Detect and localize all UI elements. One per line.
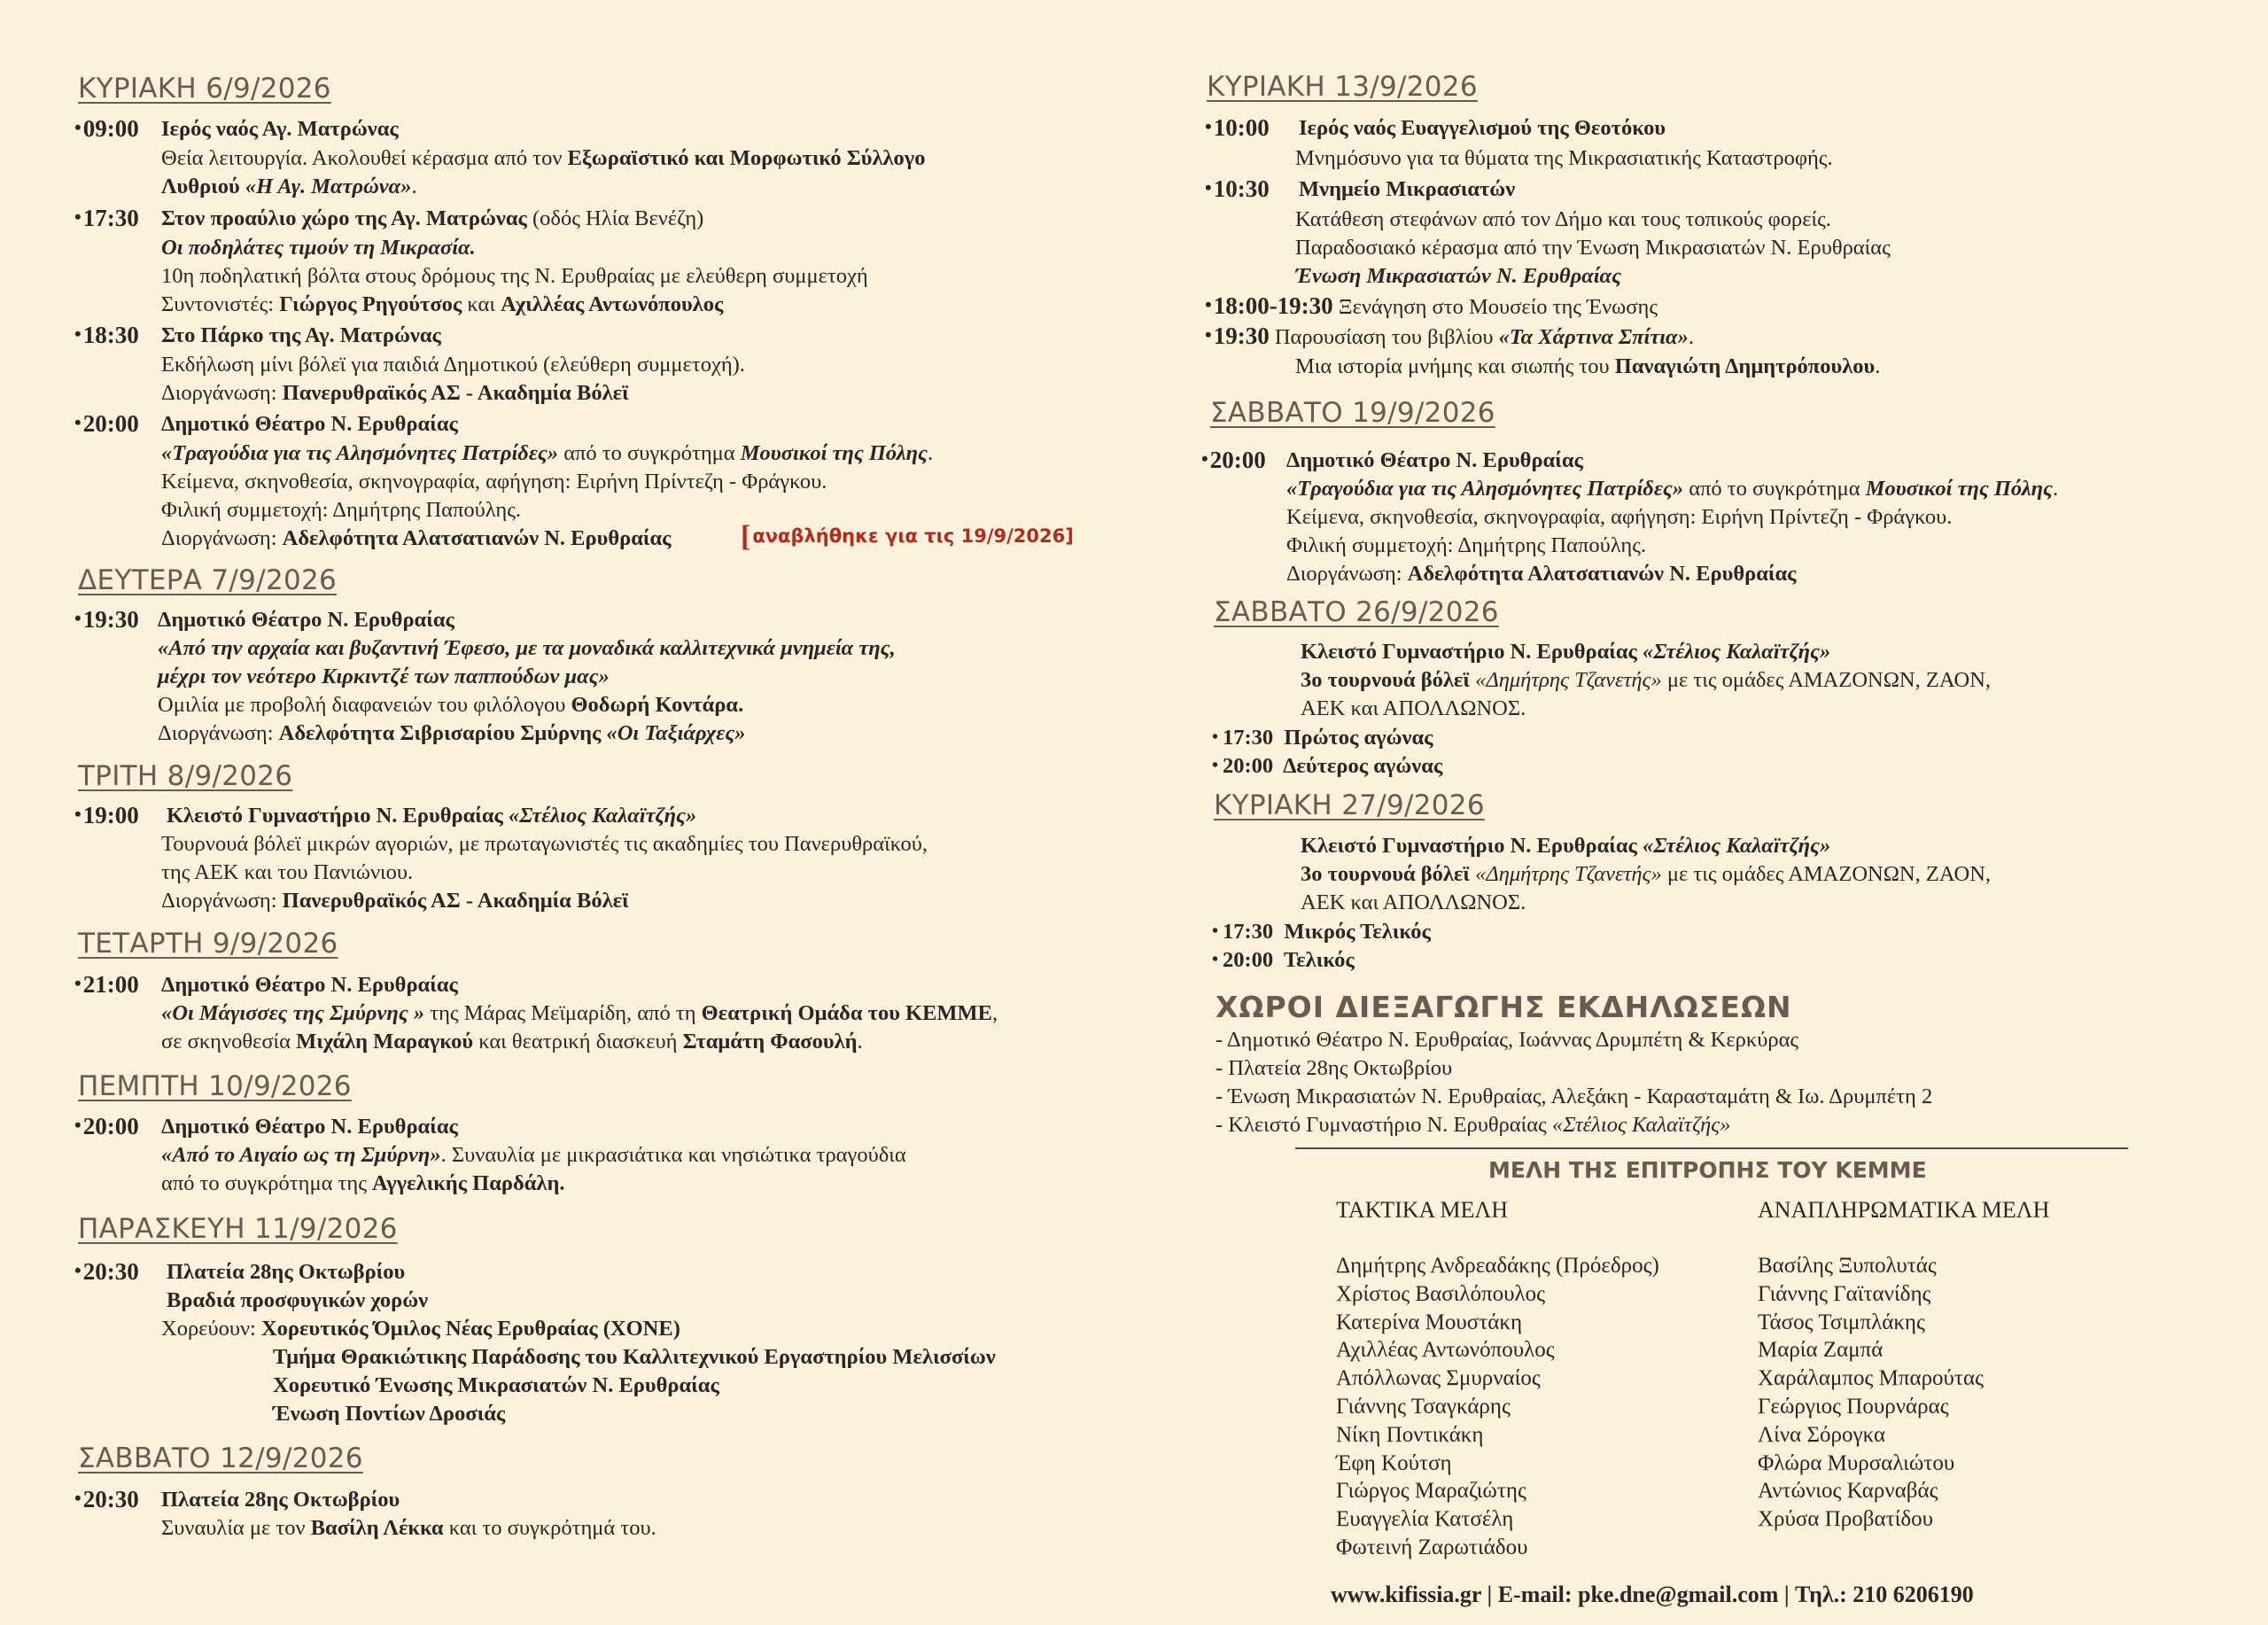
- event-text: Διοργάνωση: Αδελφότητα Αλατσατιανών Ν. Ερυθραίας: [1286, 562, 1797, 586]
- member-name: Έφη Κούτση: [1336, 1450, 1452, 1475]
- member-name: Κατερίνα Μουστάκη: [1336, 1310, 1523, 1334]
- event-text: Φιλική συμμετοχή: Δημήτρης Παπούλης.: [161, 498, 522, 522]
- event-venue: Πλατεία 28ης Οκτωβρίου: [167, 1260, 406, 1284]
- committee-title: ΜΕΛΗ ΤΗΣ ΕΠΙΤΡΟΠΗΣ ΤΟΥ ΚΕΜΜΕ: [1488, 1157, 1927, 1183]
- event-time: •18:00-19:30 Ξενάγηση στο Μουσείο της Ένωσης: [1205, 292, 1658, 319]
- event-time: •19:30 Παρουσίαση του βιβλίου «Τα Χάρτινα Σπίτια».: [1205, 323, 1694, 349]
- event-text: Βραδιά προσφυγικών χορών: [167, 1288, 429, 1312]
- event-text: Ένωση Μικρασιατών Ν. Ερυθραίας: [1295, 264, 1622, 288]
- event-text: Διοργάνωση: Πανερυθραϊκός ΑΣ - Ακαδημία Βόλεϊ: [161, 889, 629, 913]
- event-text: σε σκηνοθεσία Μιχάλη Μαραγκού και θεατρική διασκευή Σταμάτη Φασουλή.: [161, 1030, 863, 1054]
- match-time: • 17:30 Μικρός Τελικός: [1212, 920, 1431, 944]
- event-time: •10:30: [1205, 175, 1270, 202]
- member-name: Βασίλης Ξυπολυτάς: [1758, 1254, 1937, 1278]
- event-text: Διοργάνωση: Πανερυθραϊκός ΑΣ - Ακαδημία Βόλεϊ: [161, 381, 629, 405]
- member-name: Αντώνιος Καρναβάς: [1758, 1479, 1938, 1504]
- event-time: •20:00: [74, 410, 139, 437]
- match-time: • 17:30 Πρώτος αγώνας: [1212, 726, 1433, 750]
- event-text: ΑΕΚ και ΑΠΟΛΛΩΝΟΣ.: [1301, 696, 1526, 720]
- venue-item: - Δημοτικό Θέατρο Ν. Ερυθραίας, Ιωάννας Δρυμπέτη & Κερκύρας: [1216, 1028, 1799, 1052]
- event-text: Χορεύουν: Χορευτικός Όμιλος Νέας Ερυθραίας (ΧΟΝΕ): [161, 1317, 680, 1341]
- footer-contact: www.kifissia.gr | E-mail: pke.dne@gmail.com | Τηλ.: 210 6206190: [1331, 1582, 1974, 1607]
- member-name: Γιώργος Μαραζιώτης: [1336, 1479, 1526, 1504]
- venue-item: - Κλειστό Γυμναστήριο Ν. Ερυθραίας «Στέλιος Καλαϊτζής»: [1216, 1113, 1731, 1137]
- venue-item: - Πλατεία 28ης Οκτωβρίου: [1216, 1056, 1453, 1080]
- member-name: Απόλλωνας Σμυρναίος: [1336, 1366, 1541, 1391]
- event-venue: Κλειστό Γυμναστήριο Ν. Ερυθραίας «Στέλιος Καλαϊτζής»: [1301, 640, 1831, 664]
- day-header: ΠΕΜΠΤΗ 10/9/2026: [78, 1070, 352, 1102]
- event-venue: Ιερός ναός Ευαγγελισμού της Θεοτόκου: [1299, 116, 1666, 140]
- event-text: Ομιλία με προβολή διαφανειών του φιλόλογου Θοδωρή Κοντάρα.: [158, 693, 744, 717]
- event-text: «Οι Μάγισσες της Σμύρνης » της Μάρας Μεϊμαρίδη, από τη Θεατρική Ομάδα του ΚΕΜΜΕ,: [161, 1001, 998, 1025]
- event-text: Διοργάνωση: Αδελφότητα Σιβρισαρίου Σμύρνης «Οι Ταξιάρχες»: [158, 721, 746, 745]
- event-venue: Ιερός ναός Αγ. Ματρώνας: [161, 117, 399, 141]
- event-text: Οι ποδηλάτες τιμούν τη Μικρασία.: [161, 236, 476, 260]
- day-header: ΚΥΡΙΑΚΗ 6/9/2026: [78, 73, 331, 105]
- event-text: «Από το Αιγαίο ως τη Σμύρνη». Συναυλία με μικρασιάτικα και νησιώτικα τραγούδια: [161, 1143, 906, 1167]
- event-time: •20:30: [74, 1486, 139, 1512]
- member-name: Φλώρα Μυρσαλιώτου: [1758, 1450, 1955, 1475]
- day-header: ΣΑΒΒΑΤΟ 26/9/2026: [1214, 596, 1499, 628]
- event-text: Εκδήλωση μίνι βόλεϊ για παιδιά Δημοτικού (ελεύθερη συμμετοχή).: [161, 353, 745, 377]
- member-name: Τάσος Τσιμπλάκης: [1758, 1310, 1925, 1334]
- member-name: Λίνα Σόρογκα: [1758, 1422, 1886, 1447]
- event-venue: Δημοτικό Θέατρο Ν. Ερυθραίας: [161, 973, 458, 997]
- member-name: Μαρία Ζαμπά: [1758, 1338, 1884, 1363]
- event-text: 10η ποδηλατική βόλτα στους δρόμους της Ν. Ερυθραίας με ελεύθερη συμμετοχή: [161, 264, 868, 288]
- postponed-note: [αναβλήθηκε για τις 19/9/2026]: [741, 520, 1074, 553]
- day-header: ΔΕΥΤΕΡΑ 7/9/2026: [78, 564, 338, 596]
- event-text: Συντονιστές: Γιώργος Ρηγούτσος και Αχιλλέας Αντωνόπουλος: [161, 292, 724, 316]
- event-venue: Δημοτικό Θέατρο Ν. Ερυθραίας: [158, 608, 454, 632]
- event-venue: Δημοτικό Θέατρο Ν. Ερυθραίας: [161, 1115, 458, 1139]
- event-text: Χορευτικό Ένωσης Μικρασιατών Ν. Ερυθραίας: [273, 1373, 719, 1397]
- member-name: Φωτεινή Ζαρωτιάδου: [1336, 1535, 1528, 1559]
- member-name: Γιάννης Τσαγκάρης: [1336, 1394, 1511, 1419]
- event-venue: Στο Πάρκο της Αγ. Ματρώνας: [161, 323, 441, 347]
- event-text: Τουρνουά βόλεϊ μικρών αγοριών, με πρωταγωνιστές τις ακαδημίες του Πανερυθραϊκού,: [161, 832, 928, 856]
- member-name: Χαράλαμπος Μπαρούτας: [1758, 1366, 1984, 1391]
- event-text: Παραδοσιακό κέρασμα από την Ένωση Μικρασιατών Ν. Ερυθραίας: [1295, 236, 1891, 260]
- event-text: ΑΕΚ και ΑΠΟΛΛΩΝΟΣ.: [1301, 890, 1526, 914]
- event-text: Θεία λειτουργία. Ακολουθεί κέρασμα από τον Εξωραϊστικό και Μορφωτικό Σύλλογο: [161, 146, 926, 170]
- member-name: Γεώργιος Πουρνάρας: [1758, 1394, 1949, 1419]
- event-venue: Πλατεία 28ης Οκτωβρίου: [161, 1488, 400, 1512]
- match-time: • 20:00 Δεύτερος αγώνας: [1212, 754, 1443, 778]
- regular-members-title: ΤΑΚΤΙΚΑ ΜΕΛΗ: [1336, 1197, 1508, 1223]
- member-name: Χρίστος Βασιλόπουλος: [1336, 1281, 1546, 1306]
- venue-item: - Ένωση Μικρασιατών Ν. Ερυθραίας, Αλεξάκη - Καρασταμάτη & Ιω. Δρυμπέτη 2: [1216, 1085, 1933, 1108]
- day-header: ΣΑΒΒΑΤΟ 12/9/2026: [78, 1442, 363, 1474]
- event-text: Λυθριού «Η Αγ. Ματρώνα».: [161, 175, 417, 198]
- event-text: «Τραγούδια για τις Αλησμόνητες Πατρίδες» από το συγκρότημα Μουσικοί της Πόλης.: [1286, 477, 2059, 501]
- event-venue: Μνημείο Μικρασιατών: [1299, 177, 1516, 201]
- member-name: Ευαγγελία Κατσέλη: [1336, 1507, 1514, 1532]
- event-text: από το συγκρότημα της Αγγελικής Παρδάλη.: [161, 1171, 565, 1195]
- event-text: Φιλική συμμετοχή: Δημήτρης Παπούλης.: [1286, 533, 1647, 557]
- event-time: •17:30: [74, 205, 139, 231]
- event-text: Μνημόσυνο για τα θύματα της Μικρασιατικής Καταστροφής.: [1295, 146, 1833, 170]
- event-time: •18:30: [74, 322, 139, 348]
- event-text: Κατάθεση στεφάνων από τον Δήμο και τους τοπικούς φορείς.: [1295, 207, 1831, 231]
- event-text: Μια ιστορία μνήμης και σιωπής του Παναγιώτη Δημητρόπουλου.: [1295, 354, 1881, 378]
- member-name: Νίκη Ποντικάκη: [1336, 1422, 1484, 1447]
- alternate-members-list: [1758, 1252, 1984, 1534]
- event-time: •19:30: [74, 606, 139, 633]
- member-name: Δημήτρης Ανδρεαδάκης (Πρόεδρος): [1336, 1254, 1659, 1278]
- member-name: Γιάννης Γαϊτανίδης: [1758, 1281, 1931, 1306]
- event-time: •09:00: [74, 115, 139, 142]
- day-header: ΠΑΡΑΣΚΕΥΗ 11/9/2026: [78, 1213, 398, 1245]
- event-text: 3ο τουρνουά βόλεϊ «Δημήτρης Τζανετής» με τις ομάδες ΑΜΑΖΟΝΩΝ, ΖΑΟΝ,: [1301, 862, 1992, 886]
- event-venue: Δημοτικό Θέατρο Ν. Ερυθραίας: [161, 412, 458, 436]
- event-text: Κείμενα, σκηνοθεσία, σκηνογραφία, αφήγηση: Ειρήνη Πρίντεζη - Φράγκου.: [1286, 505, 1953, 529]
- divider: [1295, 1147, 2128, 1149]
- event-text: της ΑΕΚ και του Πανιώνιου.: [161, 860, 414, 884]
- day-header: ΣΑΒΒΑΤΟ 19/9/2026: [1210, 397, 1495, 429]
- venues-title: ΧΩΡΟΙ ΔΙΕΞΑΓΩΓΗΣ ΕΚΔΗΛΩΣΕΩΝ: [1216, 990, 1792, 1024]
- event-text: 3ο τουρνουά βόλεϊ «Δημήτρης Τζανετής» με τις ομάδες ΑΜΑΖΟΝΩΝ, ΖΑΟΝ,: [1301, 668, 1992, 692]
- event-time: •21:00: [74, 971, 139, 998]
- day-header: ΚΥΡΙΑΚΗ 13/9/2026: [1207, 71, 1478, 103]
- event-text: μέχρι τον νεότερο Κιρκιντζέ των παππούδων μας»: [158, 665, 610, 688]
- event-time: •20:30: [74, 1258, 139, 1285]
- day-header: ΤΕΤΑΡΤΗ 9/9/2026: [78, 928, 338, 960]
- member-name: Χρύσα Προβατίδου: [1758, 1507, 1934, 1532]
- member-name: Αχιλλέας Αντωνόπουλος: [1336, 1338, 1555, 1363]
- day-header: ΚΥΡΙΑΚΗ 27/9/2026: [1214, 789, 1485, 821]
- regular-members-list: [1336, 1252, 1659, 1562]
- event-text: «Από την αρχαία και βυζαντινή Έφεσο, με τα μοναδικά καλλιτεχνικά μνημεία της,: [158, 636, 896, 660]
- event-venue: Στον προαύλιο χώρο της Αγ. Ματρώνας (οδός Ηλία Βενέζη): [161, 206, 704, 230]
- event-time: •20:00: [74, 1113, 139, 1139]
- event-text: Κείμενα, σκηνοθεσία, σκηνογραφία, αφήγηση: Ειρήνη Πρίντεζη - Φράγκου.: [161, 470, 827, 494]
- event-time: •10:00: [1205, 114, 1270, 141]
- day-header: ΤΡΙΤΗ 8/9/2026: [78, 760, 293, 792]
- event-venue: Κλειστό Γυμναστήριο Ν. Ερυθραίας «Στέλιος Καλαϊτζής»: [167, 804, 697, 828]
- event-venue: Δημοτικό Θέατρο Ν. Ερυθραίας: [1286, 448, 1583, 472]
- event-text: «Τραγούδια για τις Αλησμόνητες Πατρίδες» από το συγκρότημα Μουσικοί της Πόλης.: [161, 441, 934, 465]
- event-text: Διοργάνωση: Αδελφότητα Αλατσατιανών Ν. Ερυθραίας: [161, 526, 672, 550]
- event-text: Ένωση Ποντίων Δροσιάς: [273, 1402, 506, 1426]
- alternate-members-title: ΑΝΑΠΛΗΡΩΜΑΤΙΚΑ ΜΕΛΗ: [1758, 1197, 2050, 1223]
- event-text: Συναυλία με τον Βασίλη Λέκκα και το συγκρότημά του.: [161, 1516, 656, 1540]
- event-venue: Κλειστό Γυμναστήριο Ν. Ερυθραίας «Στέλιος Καλαϊτζής»: [1301, 834, 1831, 858]
- event-text: Τμήμα Θρακιώτικης Παράδοσης του Καλλιτεχνικού Εργαστηρίου Μελισσίων: [273, 1345, 996, 1369]
- event-time: •20:00: [1201, 447, 1266, 473]
- event-time: •19:00: [74, 802, 139, 828]
- match-time: • 20:00 Τελικός: [1212, 948, 1355, 972]
